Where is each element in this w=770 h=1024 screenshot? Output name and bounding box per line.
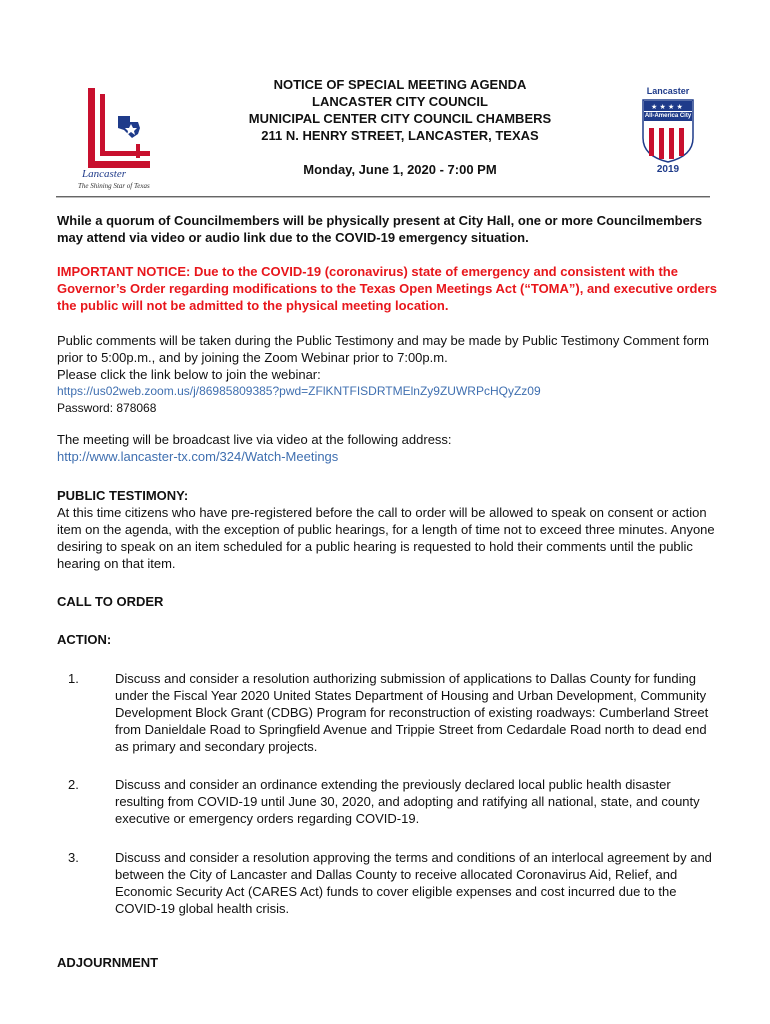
header-title: NOTICE OF SPECIAL MEETING AGENDA	[273, 77, 527, 92]
important-notice: IMPORTANT NOTICE: Due to the COVID-19 (coronavirus) state of emergency and consistent with the Governor’s Order regarding modifications to the Texas Open Meetings Act (“TOMA”), and executive orders the public will not be admitted to the physical meeting location.	[57, 264, 718, 313]
public-comments-section	[57, 332, 717, 417]
header-address: 211 N. HENRY STREET, LANCASTER, TEXAS	[261, 128, 539, 143]
logo-city-name: Lancaster	[82, 168, 126, 180]
logo-tagline: The Shining Star of Texas	[78, 182, 150, 190]
header-divider	[56, 196, 710, 197]
agenda-item-number: 1.	[68, 671, 79, 686]
watch-meetings-link[interactable]: http://www.lancaster-tx.com/324/Watch-Meetings	[57, 449, 339, 464]
agenda-item-number: 2.	[68, 777, 79, 792]
aac-logo-top: Lancaster	[646, 86, 690, 96]
zoom-webinar-link[interactable]: https://us02web.zoom.us/j/86985809385?pwd=ZFlKNTFISDRTMElnZy9ZUWRPcHQyZz09	[57, 384, 541, 398]
public-comments-text: Public comments will be taken during the Public Testimony and may be made by Public Testimony Comment form prior to 5:00p.m., and by joining the Zoom Webinar prior to 7:00p.m.	[57, 333, 709, 365]
webinar-instruction: Please click the link below to join the webinar:	[57, 367, 321, 382]
header-chambers: MUNICIPAL CENTER CITY COUNCIL CHAMBERS	[248, 111, 552, 126]
svg-text:★ ★ ★ ★: ★ ★ ★ ★	[651, 103, 683, 111]
agenda-item-text: Discuss and consider a resolution approving the terms and conditions of an interlocal agreement by and between the City of Lancaster and Dallas County to receive allocated Coronavirus Aid, Relief, and Economic Security Act (CARES Act) funds to cover eligible expenses and cost incurred due to the COVID-19 global health crisis.	[115, 850, 712, 916]
header-council: LANCASTER CITY COUNCIL	[312, 94, 488, 109]
webinar-password: Password: 878068	[57, 401, 157, 415]
public-testimony-section	[57, 487, 717, 572]
quorum-notice: While a quorum of Councilmembers will be physically present at City Hall, one or more Councilmembers may attend via video or audio link due to the COVID-19 emergency situation.	[57, 213, 703, 245]
meeting-header	[200, 76, 600, 178]
public-testimony-text: At this time citizens who have pre-registered before the call to order will be allowed to speak on consent or action item on the agenda, with the exception of public hearings, for a length of time not to exceed three minutes. Anyone desiring to speak on an item scheduled for a public hearing is requested to hold their comments until the public hearing on that item.	[57, 505, 715, 571]
call-to-order-heading: CALL TO ORDER	[57, 594, 164, 609]
aac-logo-year: 2019	[656, 164, 680, 175]
meeting-date: Monday, June 1, 2020 - 7:00 PM	[303, 162, 497, 177]
broadcast-section	[57, 431, 717, 465]
all-america-city-logo	[637, 86, 699, 178]
aac-logo-middle: All-America City	[644, 113, 692, 119]
public-testimony-heading: PUBLIC TESTIMONY:	[57, 488, 189, 503]
action-heading: ACTION:	[57, 632, 112, 647]
broadcast-text: The meeting will be broadcast live via video at the following address:	[57, 432, 452, 447]
lancaster-city-logo	[78, 84, 168, 194]
agenda-item-text: Discuss and consider an ordinance extending the previously declared local public health disaster resulting from COVID-19 until June 30, 2020, and adopting and ratifying all national, state, and county executive or emergency orders regarding COVID-19.	[115, 777, 700, 826]
agenda-item-text: Discuss and consider a resolution authorizing submission of applications to Dallas County for funding under the Fiscal Year 2020 United States Department of Housing and Urban Development, Community Development Block Grant (CDBG) Program for reconstruction of existing roadways: Cumberland Street from Danieldale Road to Springfield Avenue and Trippie Street from Cedardale Road north to dead end as primary and secondary projects.	[115, 671, 709, 754]
adjournment-heading: ADJOURNMENT	[57, 955, 159, 970]
agenda-item-number: 3.	[68, 850, 79, 865]
all-america-shield-icon	[641, 98, 695, 164]
